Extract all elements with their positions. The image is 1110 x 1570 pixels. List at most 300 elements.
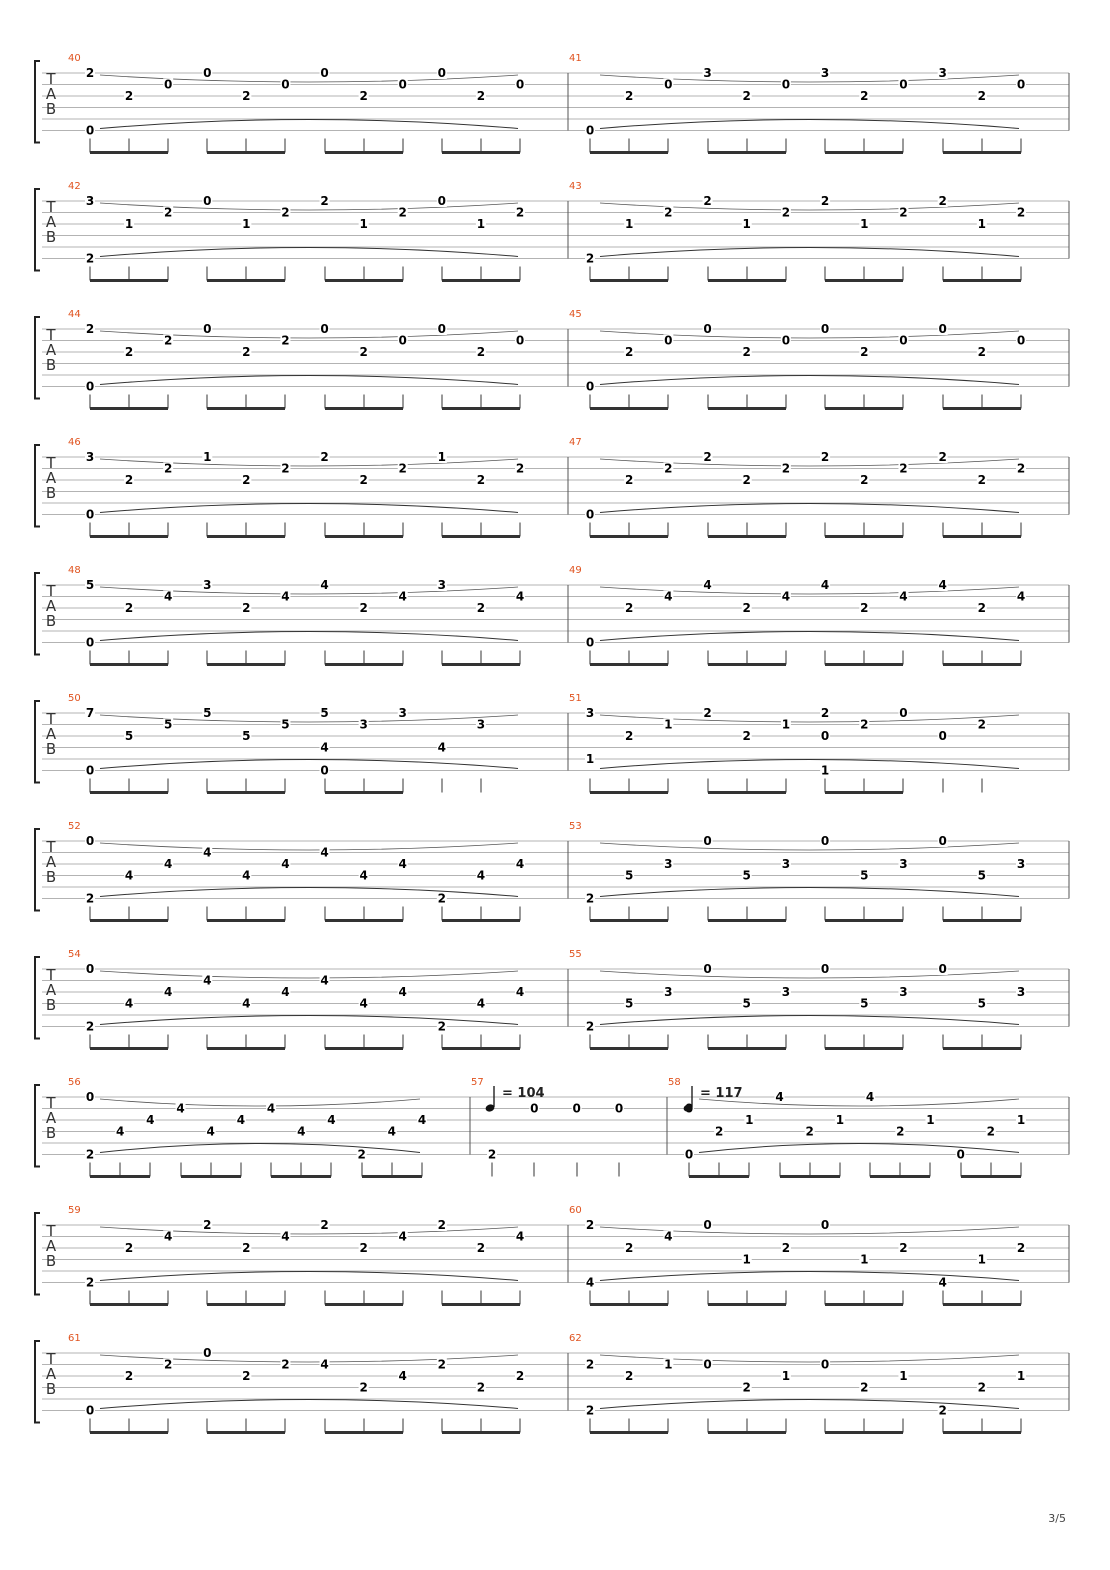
fret-number: 4	[703, 578, 712, 592]
tab-clef-letter: A	[45, 341, 57, 359]
tab-clef-letter: T	[46, 1094, 56, 1112]
fret-number: 2	[124, 345, 134, 359]
fret-number: 4	[203, 845, 212, 860]
fret-number: 3	[476, 717, 486, 732]
fret-number: 2	[742, 345, 751, 359]
fret-number: 4	[146, 1113, 155, 1127]
tab-clef-letter: T	[46, 454, 56, 472]
fret-number: 4	[585, 1275, 595, 1290]
fret-number: 4	[664, 1229, 673, 1244]
fret-number: 2	[742, 89, 751, 103]
tab-clef-letter: B	[45, 100, 57, 118]
fret-number: 2	[124, 89, 134, 103]
fret-number: 2	[124, 1241, 134, 1255]
measure-number: 46	[68, 437, 81, 448]
tie-arc	[100, 587, 518, 594]
tie-arc	[600, 888, 1019, 897]
fret-number: 2	[357, 1147, 366, 1162]
tab-system	[35, 437, 1069, 537]
fret-number: 1	[781, 717, 791, 732]
fret-number: 1	[124, 217, 134, 231]
fret-number: 2	[860, 601, 869, 615]
fret-number: 2	[977, 473, 986, 487]
fret-number: 2	[437, 1357, 446, 1372]
system-bracket	[35, 573, 40, 655]
fret-number: 0	[781, 333, 791, 348]
fret-number: 0	[585, 123, 595, 138]
fret-number: 2	[242, 1369, 251, 1383]
fret-number: 2	[281, 333, 290, 348]
tie-arc	[600, 1272, 1019, 1281]
fret-number: 4	[387, 1124, 396, 1139]
fret-number: 0	[820, 1218, 830, 1232]
measure-number: 51	[569, 693, 582, 704]
fret-number: 1	[585, 752, 595, 766]
tab-clef-letter: A	[45, 85, 57, 103]
fret-number: 2	[585, 1357, 595, 1372]
fret-number: 2	[242, 473, 251, 487]
fret-number: 2	[805, 1124, 814, 1139]
fret-number: 2	[585, 1019, 595, 1034]
tie-arc	[100, 715, 518, 722]
fret-number: 0	[938, 962, 947, 976]
tie-arc	[600, 1016, 1019, 1025]
fret-number: 0	[614, 1101, 624, 1116]
fret-number: 2	[664, 205, 673, 220]
tab-system	[35, 309, 1069, 409]
fret-number: 2	[476, 345, 486, 359]
fret-number: 1	[977, 217, 986, 231]
fret-number: 3	[85, 450, 95, 464]
fret-number: 5	[320, 706, 329, 720]
fret-number: 4	[164, 589, 173, 604]
fret-number: 3	[203, 578, 212, 592]
tab-clef-letter: T	[46, 1222, 56, 1240]
fret-number: 2	[164, 461, 173, 476]
fret-number: 0	[703, 322, 712, 336]
fret-number: 2	[625, 1369, 634, 1383]
fret-number: 2	[164, 205, 173, 220]
fret-number: 4	[938, 1275, 947, 1290]
tie-arc	[600, 760, 1019, 769]
tab-clef-letter: B	[45, 1252, 57, 1270]
fret-number: 7	[85, 706, 95, 720]
fret-number: 1	[899, 1369, 908, 1383]
fret-number: 4	[320, 973, 329, 988]
fret-number: 4	[938, 578, 947, 592]
tie-arc	[100, 203, 518, 210]
fret-number: 4	[398, 589, 407, 604]
fret-number: 4	[281, 589, 290, 604]
fret-number: 4	[781, 589, 791, 604]
fret-number: 5	[164, 717, 173, 732]
fret-number: 0	[203, 194, 212, 208]
fret-number: 2	[437, 1218, 446, 1232]
fret-number: 2	[515, 1369, 525, 1383]
tie-arc	[699, 1099, 1019, 1106]
fret-number: 4	[242, 996, 251, 1011]
system-bracket	[35, 829, 40, 911]
fret-number: 0	[703, 1357, 712, 1372]
fret-number: 0	[572, 1101, 581, 1116]
tab-clef-letter: T	[46, 1350, 56, 1368]
fret-number: 4	[1016, 589, 1026, 604]
fret-number: 4	[176, 1101, 185, 1116]
fret-number: 4	[515, 857, 525, 871]
tab-system	[35, 565, 1069, 665]
fret-number: 4	[164, 857, 173, 871]
fret-number: 0	[684, 1147, 694, 1162]
fret-number: 0	[781, 77, 791, 92]
fret-number: 5	[281, 717, 290, 732]
fret-number: 2	[124, 473, 134, 487]
fret-number: 2	[899, 205, 908, 220]
fret-number: 1	[860, 1252, 869, 1267]
fret-number: 2	[585, 891, 595, 906]
fret-number: 0	[1016, 333, 1026, 348]
fret-number: 0	[203, 1346, 212, 1360]
fret-number: 2	[977, 345, 986, 359]
fret-number: 0	[938, 322, 947, 336]
fret-number: 2	[585, 251, 595, 266]
fret-number: 4	[417, 1113, 427, 1127]
fret-number: 3	[899, 857, 908, 871]
fret-number: 0	[1016, 77, 1026, 92]
tab-clef-letter: B	[45, 356, 57, 374]
measure-number: 40	[68, 53, 81, 64]
measure-number: 42	[68, 181, 81, 192]
fret-number: 2	[85, 1275, 95, 1290]
tie-arc	[100, 843, 518, 850]
system-bracket	[35, 317, 40, 399]
tab-clef-letter: A	[45, 597, 57, 615]
fret-number: 0	[703, 834, 712, 848]
measure-number: 59	[68, 1205, 81, 1216]
fret-number: 1	[835, 1113, 845, 1127]
tie-arc	[100, 331, 518, 338]
fret-number: 4	[320, 1357, 329, 1372]
system-bracket	[35, 1213, 40, 1295]
fret-number: 4	[124, 868, 134, 883]
fret-number: 1	[664, 1357, 673, 1372]
fret-number: 1	[742, 1252, 751, 1267]
fret-number: 2	[359, 1241, 368, 1255]
fret-number: 2	[476, 1380, 486, 1395]
fret-number: 4	[327, 1113, 336, 1127]
fret-number: 2	[124, 601, 134, 615]
fret-number: 4	[236, 1113, 246, 1127]
tab-clef-letter: T	[46, 710, 56, 728]
fret-number: 5	[85, 578, 95, 592]
fret-number: 0	[437, 66, 446, 80]
tie-arc	[100, 1016, 518, 1025]
tab-clef-letter: T	[46, 326, 56, 344]
fret-number: 2	[203, 1218, 212, 1232]
fret-number: 2	[487, 1147, 497, 1162]
fret-number: 2	[703, 194, 712, 208]
fret-number: 4	[865, 1090, 875, 1104]
fret-number: 4	[515, 985, 525, 999]
tie-arc	[600, 504, 1019, 513]
fret-number: 0	[437, 322, 446, 336]
fret-number: 2	[781, 205, 791, 220]
fret-number: 2	[977, 89, 986, 103]
measure-number: 41	[569, 53, 582, 64]
fret-number: 0	[203, 322, 212, 336]
fret-number: 5	[860, 868, 869, 883]
fret-number: 2	[320, 1218, 329, 1232]
fret-number: 3	[585, 706, 595, 720]
fret-number: 5	[742, 996, 751, 1011]
fret-number: 2	[281, 205, 290, 220]
fret-number: 0	[164, 77, 173, 92]
fret-number: 5	[860, 996, 869, 1011]
fret-number: 1	[977, 1252, 986, 1267]
fret-number: 4	[515, 1229, 525, 1244]
measure-number: 43	[569, 181, 582, 192]
fret-number: 4	[359, 996, 368, 1011]
measure-number: 56	[68, 1077, 81, 1088]
fret-number: 4	[281, 985, 290, 999]
fret-number: 0	[85, 763, 95, 778]
tie-arc	[100, 1099, 420, 1106]
tab-clef-letter: B	[45, 740, 57, 758]
measure-number: 45	[569, 309, 582, 320]
fret-number: 2	[781, 461, 791, 476]
fret-number: 2	[85, 66, 95, 80]
fret-number: 1	[203, 450, 212, 464]
fret-number: 2	[742, 473, 751, 487]
fret-number: 4	[266, 1101, 276, 1116]
measure-number: 58	[668, 1077, 681, 1088]
tie-arc	[600, 843, 1019, 850]
tie-arc	[600, 632, 1019, 641]
fret-number: 4	[775, 1090, 784, 1104]
fret-number: 2	[899, 1241, 908, 1255]
fret-number: 4	[515, 589, 525, 604]
fret-number: 2	[242, 89, 251, 103]
tab-clef-letter: B	[45, 1380, 57, 1398]
fret-number: 3	[703, 66, 712, 80]
fret-number: 4	[203, 973, 212, 988]
tab-system	[35, 181, 1069, 281]
fret-number: 2	[242, 345, 251, 359]
tab-system	[35, 693, 1069, 793]
measure-number: 60	[569, 1205, 582, 1216]
fret-number: 5	[625, 868, 634, 883]
fret-number: 2	[85, 1147, 95, 1162]
system-bracket	[35, 61, 40, 143]
tab-clef-letter: T	[46, 70, 56, 88]
tab-clef-letter: T	[46, 198, 56, 216]
fret-number: 0	[585, 507, 595, 522]
tie-arc	[100, 1227, 518, 1234]
fret-number: 3	[899, 985, 908, 999]
system-bracket	[35, 1341, 40, 1423]
fret-number: 0	[85, 1403, 95, 1418]
fret-number: 0	[203, 66, 212, 80]
fret-number: 2	[124, 1369, 134, 1383]
tie-arc	[100, 120, 518, 129]
fret-number: 0	[530, 1101, 539, 1116]
system-bracket	[35, 1085, 40, 1167]
tie-arc	[100, 1355, 518, 1362]
fret-number: 1	[359, 217, 368, 231]
fret-number: 0	[320, 322, 329, 336]
tie-arc	[600, 203, 1019, 210]
fret-number: 2	[398, 461, 407, 476]
fret-number: 2	[742, 601, 751, 615]
tie-arc	[600, 1227, 1019, 1234]
fret-number: 2	[359, 345, 368, 359]
fret-number: 2	[625, 1241, 634, 1255]
fret-number: 0	[320, 763, 329, 778]
tab-system	[35, 949, 1069, 1049]
fret-number: 2	[359, 601, 368, 615]
fret-number: 1	[242, 217, 251, 231]
fret-number: 0	[585, 379, 595, 394]
fret-number: 1	[476, 217, 486, 231]
fret-number: 0	[437, 194, 446, 208]
fret-number: 4	[398, 1369, 407, 1383]
measure-number: 48	[68, 565, 81, 576]
measure-number: 55	[569, 949, 582, 960]
fret-number: 4	[359, 868, 368, 883]
fret-number: 2	[515, 205, 525, 220]
tab-clef-letter: B	[45, 484, 57, 502]
fret-number: 5	[742, 868, 751, 883]
tab-clef-letter: A	[45, 1109, 57, 1127]
fret-number: 0	[85, 1090, 95, 1104]
fret-number: 4	[320, 578, 329, 592]
fret-number: 0	[85, 962, 95, 976]
tie-arc	[600, 715, 1019, 722]
fret-number: 2	[899, 461, 908, 476]
fret-number: 0	[664, 77, 673, 92]
fret-number: 4	[320, 740, 329, 755]
measure-number: 62	[569, 1333, 582, 1344]
fret-number: 0	[515, 333, 525, 348]
fret-number: 2	[977, 717, 986, 732]
fret-number: 0	[85, 123, 95, 138]
tab-clef-letter: B	[45, 228, 57, 246]
fret-number: 0	[281, 77, 290, 92]
tempo-bpm: = 117	[700, 1086, 743, 1101]
fret-number: 2	[625, 601, 634, 615]
fret-number: 2	[625, 473, 634, 487]
tab-clef-letter: A	[45, 213, 57, 231]
fret-number: 2	[476, 1241, 486, 1255]
fret-number: 2	[820, 706, 830, 720]
fret-number: 2	[359, 89, 368, 103]
tab-clef-letter: T	[46, 966, 56, 984]
tie-arc	[100, 760, 518, 769]
fret-number: 1	[820, 763, 830, 778]
fret-number: 0	[820, 834, 830, 848]
fret-number: 2	[585, 1218, 595, 1232]
fret-number: 0	[956, 1147, 965, 1162]
fret-number: 4	[297, 1124, 306, 1139]
tie-arc	[100, 1272, 518, 1281]
fret-number: 0	[938, 729, 947, 743]
fret-number: 2	[164, 1357, 173, 1372]
fret-number: 4	[116, 1124, 125, 1139]
fret-number: 2	[742, 1380, 751, 1395]
fret-number: 3	[938, 66, 947, 80]
fret-number: 2	[85, 251, 95, 266]
tie-arc	[600, 459, 1019, 466]
fret-number: 0	[515, 77, 525, 92]
fret-number: 2	[476, 601, 486, 615]
tie-arc	[600, 248, 1019, 257]
fret-number: 2	[476, 89, 486, 103]
tempo-bpm: = 104	[502, 1086, 545, 1101]
tie-arc	[699, 1144, 1019, 1153]
fret-number: 2	[1016, 205, 1026, 220]
fret-number: 1	[1016, 1113, 1026, 1127]
fret-number: 1	[625, 217, 634, 231]
tab-clef-letter: B	[45, 996, 57, 1014]
fret-number: 2	[820, 450, 830, 464]
fret-number: 2	[860, 717, 869, 732]
fret-number: 1	[860, 217, 869, 231]
tab-clef-letter: A	[45, 725, 57, 743]
fret-number: 2	[359, 473, 368, 487]
tie-arc	[600, 587, 1019, 594]
fret-number: 2	[938, 194, 947, 208]
fret-number: 2	[781, 1241, 791, 1255]
fret-number: 4	[206, 1124, 215, 1139]
fret-number: 2	[1016, 461, 1026, 476]
fret-number: 1	[1016, 1369, 1026, 1383]
fret-number: 4	[320, 845, 329, 860]
measure-number: 61	[68, 1333, 81, 1344]
fret-number: 4	[476, 996, 486, 1011]
tie-arc	[600, 376, 1019, 385]
fret-number: 5	[625, 996, 634, 1011]
tab-clef-letter: A	[45, 853, 57, 871]
tie-arc	[600, 75, 1019, 82]
fret-number: 3	[398, 706, 407, 720]
fret-number: 4	[476, 868, 486, 883]
tab-clef-letter: A	[45, 469, 57, 487]
fret-number: 0	[85, 834, 95, 848]
fret-number: 1	[926, 1113, 935, 1127]
fret-number: 2	[242, 1241, 251, 1255]
fret-number: 0	[585, 635, 595, 650]
fret-number: 1	[664, 717, 673, 732]
fret-number: 2	[359, 1380, 368, 1395]
tab-system	[35, 1077, 1069, 1177]
fret-number: 0	[899, 706, 908, 720]
measure-number: 52	[68, 821, 81, 832]
fret-number: 0	[703, 962, 712, 976]
fret-number: 5	[977, 868, 986, 883]
tab-system	[35, 53, 1069, 153]
fret-number: 2	[896, 1124, 905, 1139]
fret-number: 2	[437, 891, 446, 906]
tie-arc	[100, 888, 518, 897]
tie-arc	[100, 248, 518, 257]
fret-number: 2	[398, 205, 407, 220]
fret-number: 4	[124, 996, 134, 1011]
tie-arc	[100, 376, 518, 385]
fret-number: 2	[986, 1124, 995, 1139]
fret-number: 4	[398, 985, 407, 999]
fret-number: 4	[398, 857, 407, 871]
fret-number: 3	[85, 194, 95, 208]
fret-number: 1	[437, 450, 446, 464]
